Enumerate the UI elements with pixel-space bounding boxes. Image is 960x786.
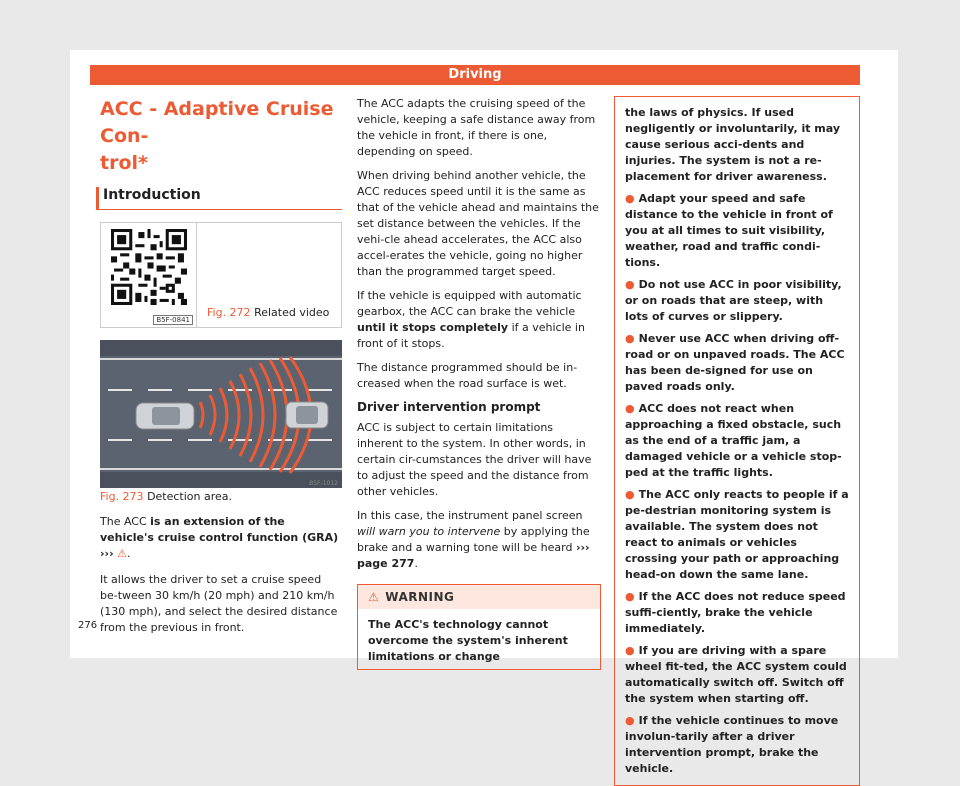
warning-item-text: If the ACC does not reduce speed suffi-ciently, brake the vehicle immediately.	[625, 590, 846, 635]
paragraph	[357, 288, 601, 352]
figure-code: B5F-1012	[309, 480, 338, 487]
warning-item-text: ACC does not react when approaching a fixed obstacle, such as the end of a traffic jam, a damaged vehicle or a vehicle stop-ped at the traffic lights.	[625, 402, 842, 479]
section-subtitle: Introduction	[96, 187, 342, 210]
figure-caption-text: Related video	[254, 306, 330, 319]
warning-item	[625, 401, 849, 481]
bullet-icon: ●	[625, 402, 635, 415]
warning-item-text: If the vehicle continues to move involun-tarily after a driver intervention prompt, brake the vehicle.	[625, 714, 839, 775]
figure-273	[100, 340, 342, 504]
warning-box-continued	[614, 96, 860, 786]
figure-caption	[197, 306, 329, 327]
bullet-icon: ●	[625, 714, 635, 727]
bullet-icon: ●	[625, 192, 635, 205]
figure-code: B5F-0841	[153, 315, 193, 325]
bullet-icon: ●	[625, 278, 635, 291]
section-header: Driving	[90, 65, 860, 85]
warning-text: The ACC's technology cannot overcome the system's inherent limitations or change	[368, 618, 568, 663]
column-right	[614, 96, 860, 786]
text: .	[414, 557, 418, 570]
title-line-1: ACC - Adaptive Cruise Con-	[100, 98, 334, 147]
text: if a vehicle in front of it stops.	[357, 321, 585, 350]
warning-item	[625, 589, 849, 637]
warning-item	[625, 191, 849, 271]
figure-caption-text: Detection area.	[147, 490, 233, 503]
warning-item-text: Do not use ACC in poor visibility, or on roads that are steep, with lots of curves or slippery.	[625, 278, 842, 323]
page-title	[100, 96, 342, 177]
bold-text[interactable]: is an extension of the vehicle's cruise control function (GRA) ›››	[100, 515, 339, 560]
warning-item-text: Never use ACC when driving off-road or on unpaved roads. The ACC has been de-signed for use on paved roads only.	[625, 332, 845, 393]
text: If the vehicle is equipped with automatic gearbox, the ACC can brake the vehicle	[357, 289, 582, 318]
bullet-icon: ●	[625, 590, 635, 603]
warning-box	[357, 584, 601, 670]
warning-triangle-icon: ⚠	[368, 590, 380, 604]
column-left	[100, 96, 342, 644]
text: The ACC	[100, 515, 151, 528]
bold-text: until it stops completely	[357, 321, 509, 334]
text: In this case, the instrument panel screen	[357, 509, 583, 522]
bullet-icon: ●	[625, 644, 635, 657]
warning-item	[625, 713, 849, 777]
paragraph: ACC is subject to certain limitations inherent to the system. In other words, in certain cir-cumstances the driver will have to adjust the speed and the distance from other vehicles.	[357, 421, 592, 498]
column-middle	[357, 96, 601, 670]
paragraph	[100, 514, 342, 562]
title-line-2: trol*	[100, 152, 148, 174]
warning-item-text: The ACC only reacts to people if a pe-destrian monitoring system is available. The system does not react to animals or vehicles crossing your path or approaching head-on down the same lane.	[625, 488, 849, 581]
subheading: Driver intervention prompt	[357, 400, 541, 414]
warning-item-text: Adapt your speed and safe distance to the vehicle in front of you at all times to suit visibility, weather, road and traffic condi-tions.	[625, 192, 833, 269]
vehicle-ahead	[286, 402, 328, 428]
paragraph: It allows the driver to set a cruise speed be-tween 30 km/h (20 mph) and 210 km/h (130 mph), and select the desired distance from the previous in front.	[100, 573, 338, 634]
qr-code-image[interactable]	[101, 223, 197, 327]
paragraph: The distance programmed should be in-creased when the road surface is wet.	[357, 361, 578, 390]
figure-number: Fig. 273	[100, 490, 144, 503]
paragraph: When driving behind another vehicle, the ACC reduces speed until it is the same as that of the vehicle ahead and maintains the set distance between the vehicles. If the vehi-cle ahead accelerates, the ACC also accel-erates the vehicle, going no higher than the programmed target speed.	[357, 169, 599, 278]
figure-number: Fig. 272	[207, 306, 251, 319]
warning-header	[358, 585, 600, 609]
warning-item	[625, 331, 849, 395]
figure-272	[100, 222, 342, 328]
text: .	[126, 547, 131, 560]
bullet-icon: ●	[625, 332, 635, 345]
bullet-icon: ●	[625, 488, 635, 501]
figure-caption	[100, 490, 232, 503]
warning-triangle-icon[interactable]: ⚠	[117, 547, 127, 560]
warning-item	[625, 277, 849, 325]
paragraph: The ACC adapts the cruising speed of the vehicle, keeping a safe distance away from the vehicle in front, if there is one, depending on speed.	[357, 97, 596, 158]
text: by applying the brake and a warning tone will be heard	[357, 525, 590, 554]
paragraph	[357, 508, 601, 572]
warning-item	[625, 643, 849, 707]
page-reference-link[interactable]: ››› page 277	[357, 541, 590, 570]
page-number: 276	[78, 620, 98, 631]
qr-code-icon	[111, 229, 187, 305]
detection-area-illustration	[100, 340, 342, 488]
italic-text: will warn you to intervene	[357, 525, 501, 538]
warning-intro: the laws of physics. If used negligently or involuntarily, it may cause serious acci-dents and injuries. The system is not a re-placement for driver awareness.	[625, 106, 841, 183]
warning-item	[625, 487, 849, 583]
warning-item-text: If you are driving with a spare wheel fit-ted, the ACC system could automatically switch off. Switch off the system when starting off.	[625, 644, 847, 705]
own-car	[136, 403, 194, 429]
warning-title: WARNING	[385, 590, 455, 604]
